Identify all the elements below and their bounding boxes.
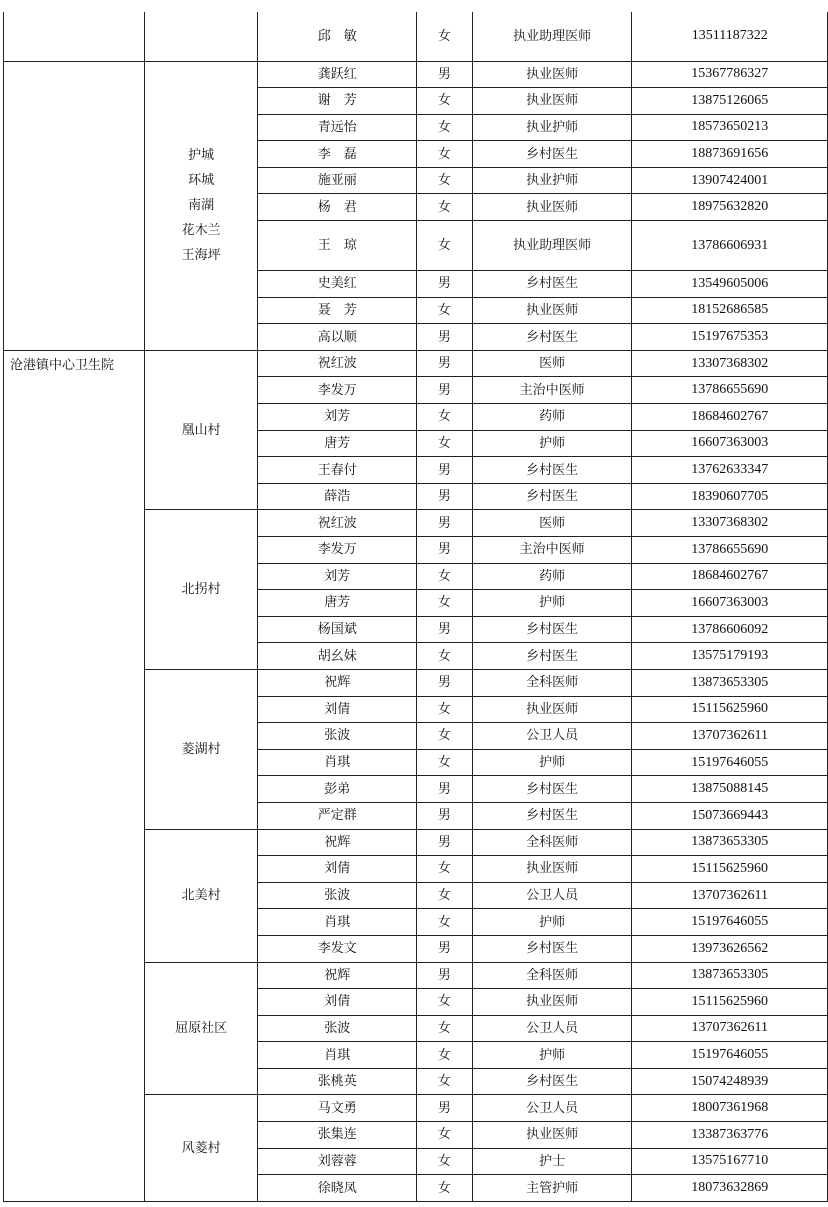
- table-row: [4, 61, 828, 88]
- name-cell: 聂 芳: [258, 297, 417, 324]
- area-name: 王海坪: [181, 248, 221, 264]
- gender-cell: 男: [416, 669, 472, 696]
- gender-cell: 女: [416, 194, 472, 221]
- title-cell: 执业医师: [472, 989, 632, 1016]
- phone-cell: 13875126065: [632, 88, 828, 115]
- gender-cell: 女: [416, 882, 472, 909]
- phone-cell: 15074248939: [632, 1068, 828, 1095]
- staff-table: [3, 12, 828, 1202]
- gender-cell: 男: [416, 537, 472, 564]
- name-cell: 王 琼: [258, 221, 417, 271]
- phone-cell: 13511187322: [632, 12, 828, 61]
- gender-cell: 女: [416, 1122, 472, 1149]
- title-cell: 药师: [472, 563, 632, 590]
- title-cell: 护师: [472, 909, 632, 936]
- area-cell: [144, 510, 258, 670]
- phone-cell: 13549605006: [632, 271, 828, 298]
- phone-cell: 16607363003: [632, 430, 828, 457]
- title-cell: 主治中医师: [472, 377, 632, 404]
- title-cell: 执业护师: [472, 167, 632, 194]
- phone-cell: 13873653305: [632, 669, 828, 696]
- name-cell: 祝红波: [258, 350, 417, 377]
- gender-cell: 女: [416, 141, 472, 168]
- phone-cell: 13307368302: [632, 350, 828, 377]
- title-cell: 乡村医生: [472, 802, 632, 829]
- name-cell: 刘倩: [258, 696, 417, 723]
- name-cell: 严定群: [258, 802, 417, 829]
- name-cell: 高以顺: [258, 324, 417, 351]
- title-cell: 乡村医生: [472, 935, 632, 962]
- title-cell: 乡村医生: [472, 271, 632, 298]
- area-cell: [144, 1095, 258, 1201]
- phone-cell: 18684602767: [632, 563, 828, 590]
- phone-cell: 18073632869: [632, 1175, 828, 1202]
- gender-cell: 女: [416, 404, 472, 431]
- phone-cell: 13707362611: [632, 1015, 828, 1042]
- phone-cell: 18975632820: [632, 194, 828, 221]
- phone-cell: 18573650213: [632, 114, 828, 141]
- name-cell: 肖琪: [258, 749, 417, 776]
- name-cell: 唐芳: [258, 430, 417, 457]
- name-cell: 杨国斌: [258, 616, 417, 643]
- name-cell: 谢 芳: [258, 88, 417, 115]
- title-cell: 乡村医生: [472, 1068, 632, 1095]
- phone-cell: 13707362611: [632, 723, 828, 750]
- gender-cell: 女: [416, 723, 472, 750]
- gender-cell: 女: [416, 643, 472, 670]
- gender-cell: 男: [416, 377, 472, 404]
- gender-cell: 女: [416, 297, 472, 324]
- gender-cell: 女: [416, 749, 472, 776]
- title-cell: 执业医师: [472, 297, 632, 324]
- institution-cell: 沧港镇中心卫生院: [4, 350, 145, 1201]
- name-cell: 彭弟: [258, 776, 417, 803]
- title-cell: 执业医师: [472, 194, 632, 221]
- area-cell: [144, 669, 258, 829]
- area-cell: [144, 350, 258, 510]
- gender-cell: 男: [416, 1095, 472, 1122]
- phone-cell: 15197646055: [632, 749, 828, 776]
- phone-cell: 13575179193: [632, 643, 828, 670]
- name-cell: 张桃英: [258, 1068, 417, 1095]
- name-cell: 祝辉: [258, 962, 417, 989]
- institution-cell-continued: [4, 12, 145, 61]
- phone-cell: 13762633347: [632, 457, 828, 484]
- gender-cell: 女: [416, 88, 472, 115]
- name-cell: 刘倩: [258, 989, 417, 1016]
- title-cell: 主治中医师: [472, 537, 632, 564]
- gender-cell: 女: [416, 856, 472, 883]
- phone-cell: 15115625960: [632, 696, 828, 723]
- name-cell: 胡幺妹: [258, 643, 417, 670]
- gender-cell: 女: [416, 590, 472, 617]
- name-cell: 刘倩: [258, 856, 417, 883]
- phone-cell: 13786606092: [632, 616, 828, 643]
- name-cell: 李发文: [258, 935, 417, 962]
- area-name: 南湖: [188, 198, 215, 214]
- name-cell: 刘芳: [258, 404, 417, 431]
- gender-cell: 女: [416, 563, 472, 590]
- name-cell: 刘芳: [258, 563, 417, 590]
- phone-cell: 13875088145: [632, 776, 828, 803]
- name-cell: 杨 君: [258, 194, 417, 221]
- phone-cell: 13307368302: [632, 510, 828, 537]
- title-cell: 护士: [472, 1148, 632, 1175]
- phone-cell: 15367786327: [632, 61, 828, 88]
- gender-cell: 女: [416, 989, 472, 1016]
- name-cell: 李发万: [258, 537, 417, 564]
- institution-cell-blank: [4, 61, 145, 350]
- title-cell: 执业助理医师: [472, 221, 632, 271]
- title-cell: 公卫人员: [472, 723, 632, 750]
- phone-cell: 15115625960: [632, 856, 828, 883]
- gender-cell: 男: [416, 935, 472, 962]
- phone-cell: 16607363003: [632, 590, 828, 617]
- phone-cell: 15197675353: [632, 324, 828, 351]
- staff-directory-document: [3, 12, 828, 1202]
- title-cell: 护师: [472, 1042, 632, 1069]
- gender-cell: 男: [416, 616, 472, 643]
- name-cell: 张集连: [258, 1122, 417, 1149]
- name-cell: 刘蓉蓉: [258, 1148, 417, 1175]
- name-cell: 张波: [258, 882, 417, 909]
- area-cell: [144, 962, 258, 1095]
- area-name: 北拐村: [181, 582, 221, 598]
- area-name: 花木兰: [181, 223, 221, 239]
- phone-cell: 15197646055: [632, 1042, 828, 1069]
- title-cell: 医师: [472, 510, 632, 537]
- title-cell: 护师: [472, 590, 632, 617]
- name-cell: 王春付: [258, 457, 417, 484]
- gender-cell: 女: [416, 221, 472, 271]
- phone-cell: 15073669443: [632, 802, 828, 829]
- name-cell: 徐晓凤: [258, 1175, 417, 1202]
- name-cell: 青远怡: [258, 114, 417, 141]
- title-cell: 公卫人员: [472, 1015, 632, 1042]
- name-cell: 邱 敏: [258, 12, 417, 61]
- name-cell: 祝红波: [258, 510, 417, 537]
- gender-cell: 女: [416, 1015, 472, 1042]
- phone-cell: 13873653305: [632, 829, 828, 856]
- gender-cell: 女: [416, 1148, 472, 1175]
- table-row: [4, 12, 828, 61]
- title-cell: 公卫人员: [472, 1095, 632, 1122]
- name-cell: 祝辉: [258, 669, 417, 696]
- gender-cell: 女: [416, 1175, 472, 1202]
- name-cell: 史美红: [258, 271, 417, 298]
- phone-cell: 13387363776: [632, 1122, 828, 1149]
- gender-cell: 男: [416, 829, 472, 856]
- gender-cell: 男: [416, 350, 472, 377]
- phone-cell: 13786655690: [632, 537, 828, 564]
- area-name: 北美村: [181, 888, 221, 904]
- gender-cell: 男: [416, 802, 472, 829]
- gender-cell: 女: [416, 167, 472, 194]
- title-cell: 执业医师: [472, 61, 632, 88]
- gender-cell: 男: [416, 61, 472, 88]
- name-cell: 李发万: [258, 377, 417, 404]
- name-cell: 张波: [258, 1015, 417, 1042]
- phone-cell: 18007361968: [632, 1095, 828, 1122]
- title-cell: 护师: [472, 749, 632, 776]
- phone-cell: 13873653305: [632, 962, 828, 989]
- area-name: 屈原社区: [175, 1020, 228, 1036]
- gender-cell: 男: [416, 483, 472, 510]
- area-name: 菱湖村: [181, 741, 221, 757]
- name-cell: 张波: [258, 723, 417, 750]
- phone-cell: 18873691656: [632, 141, 828, 168]
- name-cell: 薛浩: [258, 483, 417, 510]
- gender-cell: 男: [416, 962, 472, 989]
- phone-cell: 18684602767: [632, 404, 828, 431]
- title-cell: 乡村医生: [472, 483, 632, 510]
- title-cell: 执业医师: [472, 696, 632, 723]
- name-cell: 龚跃红: [258, 61, 417, 88]
- title-cell: 公卫人员: [472, 882, 632, 909]
- phone-cell: 18390607705: [632, 483, 828, 510]
- gender-cell: 女: [416, 696, 472, 723]
- title-cell: 乡村医生: [472, 141, 632, 168]
- phone-cell: 13707362611: [632, 882, 828, 909]
- phone-cell: 15115625960: [632, 989, 828, 1016]
- title-cell: 乡村医生: [472, 457, 632, 484]
- title-cell: 乡村医生: [472, 776, 632, 803]
- area-name: 环城: [188, 173, 215, 189]
- title-cell: 执业医师: [472, 856, 632, 883]
- title-cell: 执业助理医师: [472, 12, 632, 61]
- area-cell-continued: [144, 12, 258, 61]
- gender-cell: 男: [416, 271, 472, 298]
- name-cell: 施亚丽: [258, 167, 417, 194]
- area-cell: [144, 829, 258, 962]
- gender-cell: 男: [416, 457, 472, 484]
- title-cell: 乡村医生: [472, 324, 632, 351]
- title-cell: 执业医师: [472, 1122, 632, 1149]
- title-cell: 主管护师: [472, 1175, 632, 1202]
- phone-cell: 18152686585: [632, 297, 828, 324]
- name-cell: 肖琪: [258, 1042, 417, 1069]
- title-cell: 全科医师: [472, 829, 632, 856]
- gender-cell: 女: [416, 12, 472, 61]
- phone-cell: 13907424001: [632, 167, 828, 194]
- name-cell: 李 磊: [258, 141, 417, 168]
- gender-cell: 男: [416, 776, 472, 803]
- area-cell: [144, 61, 258, 350]
- area-name: 护城: [188, 148, 215, 164]
- gender-cell: 女: [416, 909, 472, 936]
- name-cell: 唐芳: [258, 590, 417, 617]
- gender-cell: 男: [416, 324, 472, 351]
- title-cell: 全科医师: [472, 962, 632, 989]
- name-cell: 祝辉: [258, 829, 417, 856]
- title-cell: 全科医师: [472, 669, 632, 696]
- area-name: 风菱村: [181, 1140, 221, 1156]
- phone-cell: 15197646055: [632, 909, 828, 936]
- title-cell: 执业护师: [472, 114, 632, 141]
- title-cell: 乡村医生: [472, 616, 632, 643]
- gender-cell: 男: [416, 510, 472, 537]
- gender-cell: 女: [416, 430, 472, 457]
- phone-cell: 13786606931: [632, 221, 828, 271]
- gender-cell: 女: [416, 1068, 472, 1095]
- name-cell: 马文勇: [258, 1095, 417, 1122]
- name-cell: 肖琪: [258, 909, 417, 936]
- phone-cell: 13973626562: [632, 935, 828, 962]
- title-cell: 医师: [472, 350, 632, 377]
- area-name: 凰山村: [181, 422, 221, 438]
- title-cell: 执业医师: [472, 88, 632, 115]
- title-cell: 乡村医生: [472, 643, 632, 670]
- phone-cell: 13786655690: [632, 377, 828, 404]
- title-cell: 药师: [472, 404, 632, 431]
- table-row: [4, 350, 828, 377]
- gender-cell: 女: [416, 1042, 472, 1069]
- phone-cell: 13575167710: [632, 1148, 828, 1175]
- gender-cell: 女: [416, 114, 472, 141]
- title-cell: 护师: [472, 430, 632, 457]
